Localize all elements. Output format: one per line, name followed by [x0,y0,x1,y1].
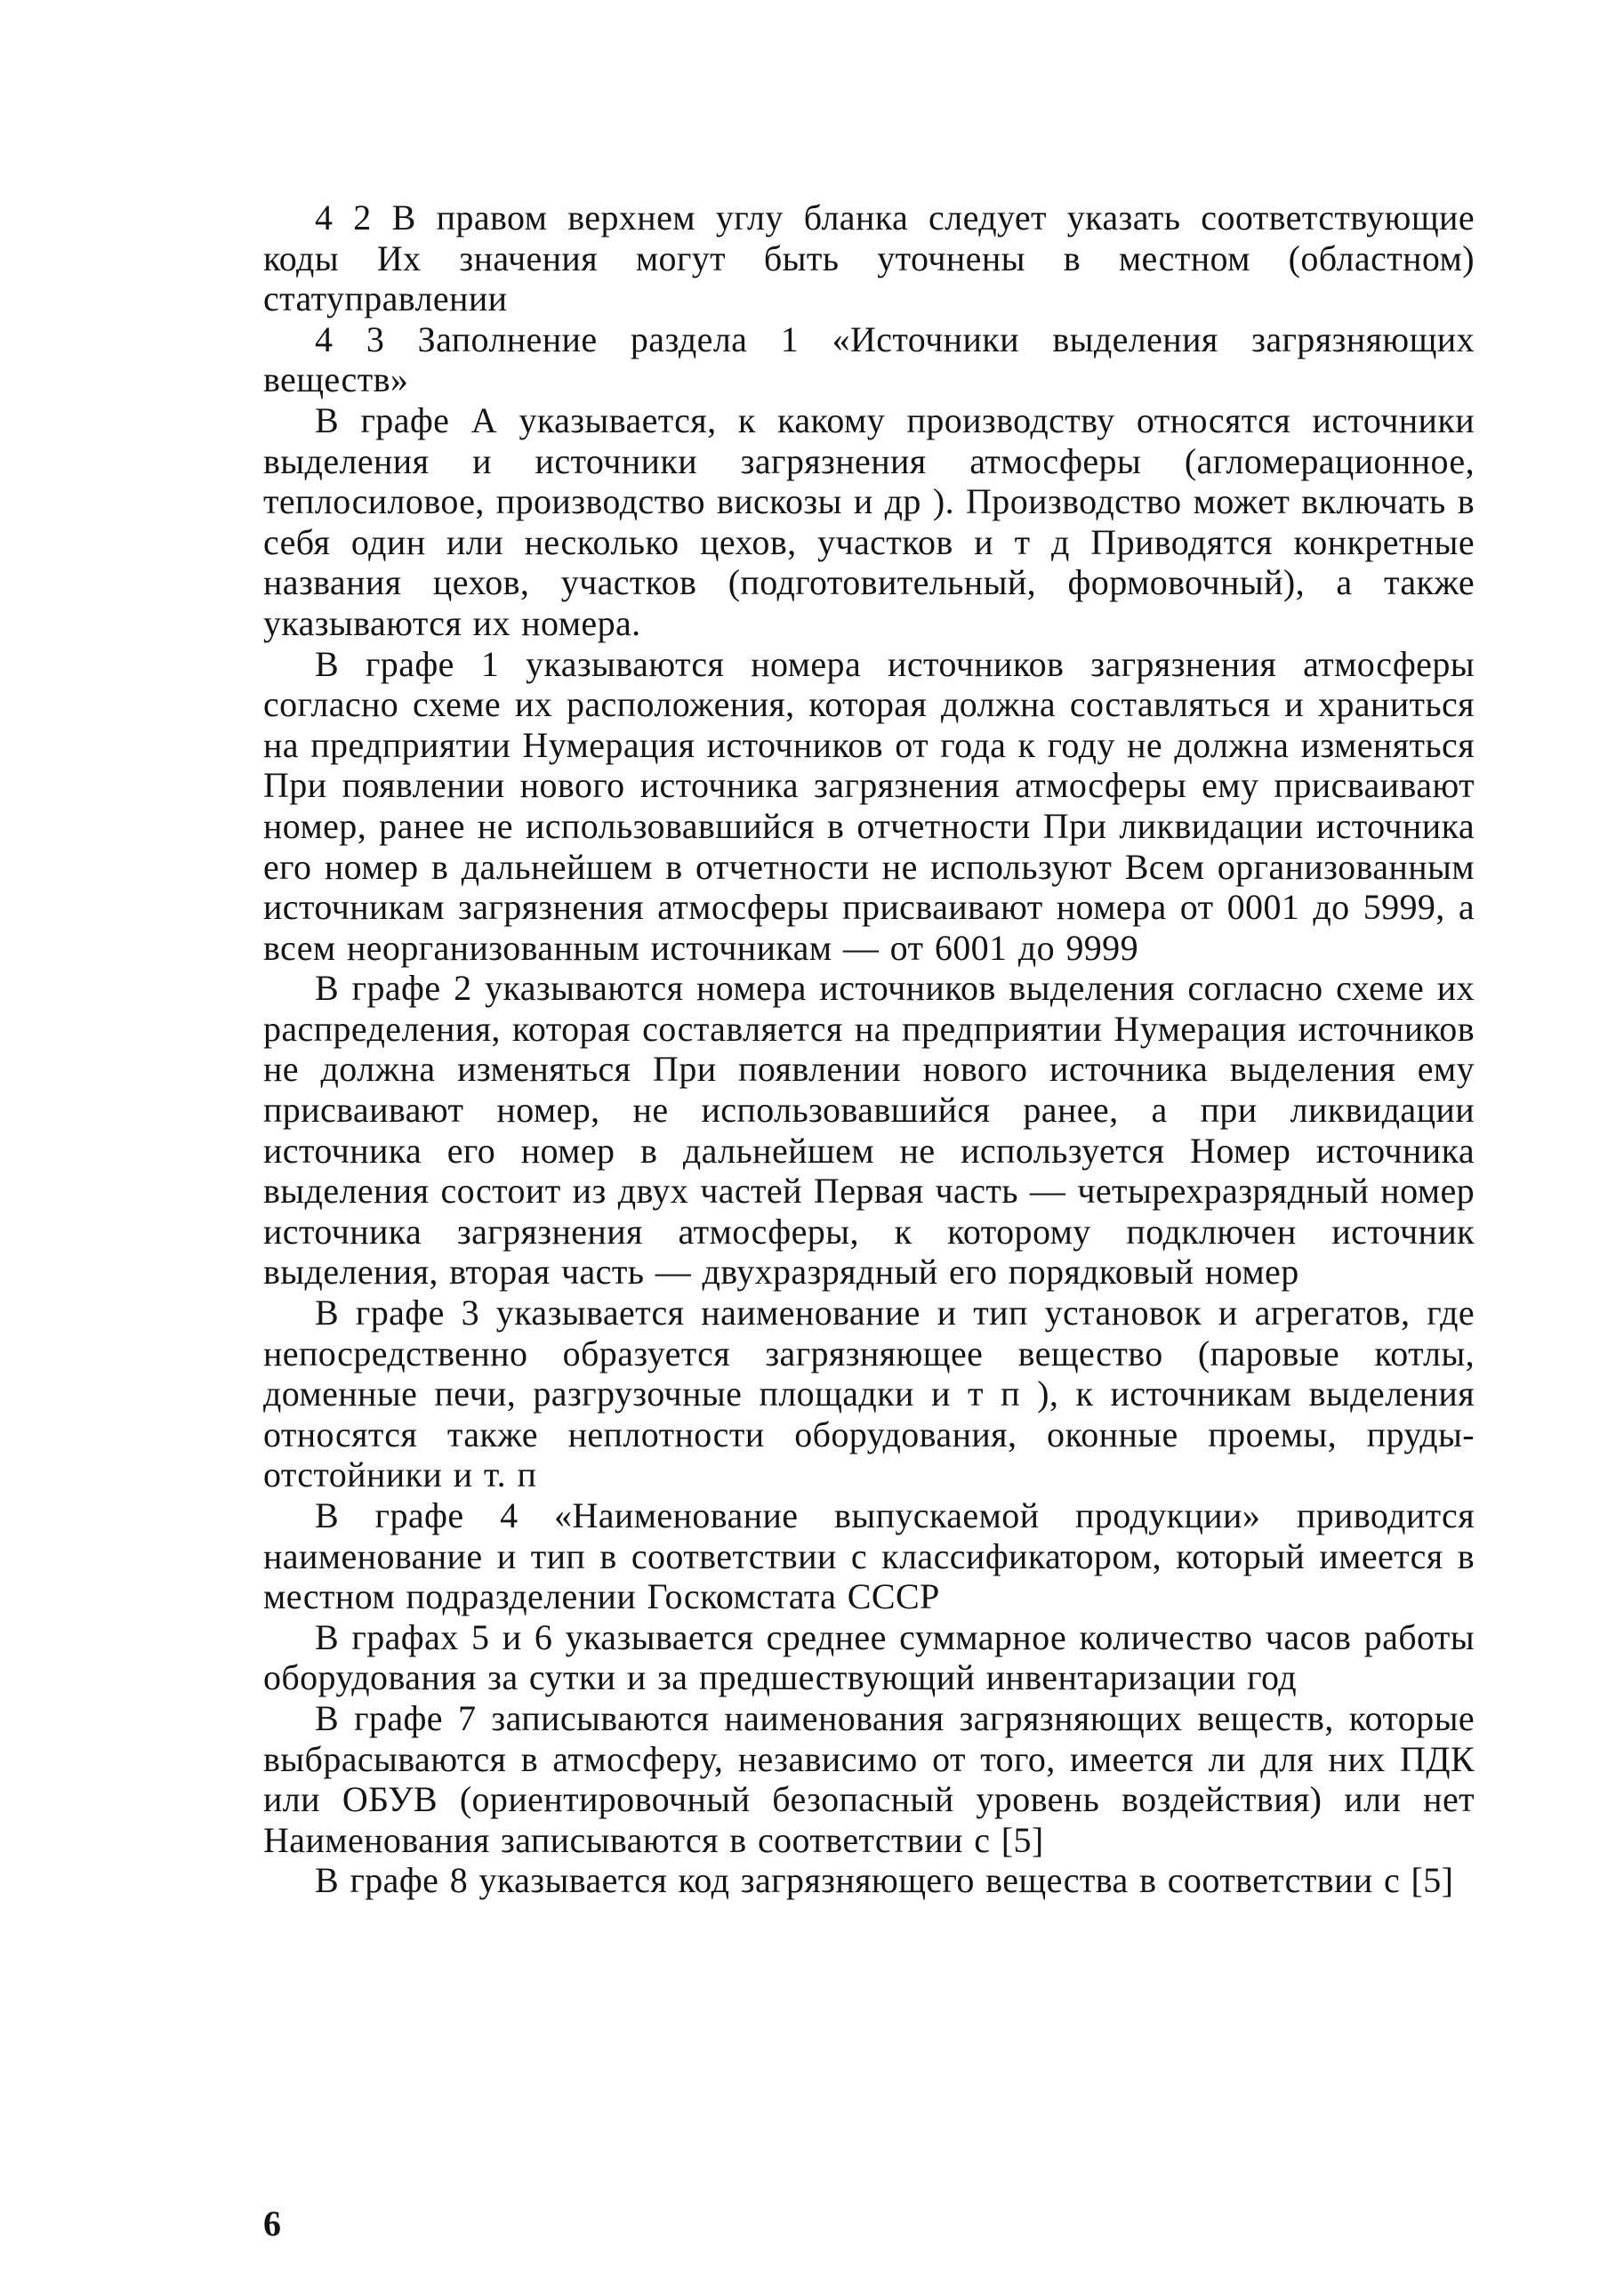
page-number: 6 [263,2203,281,2244]
paragraph-column-3: В графе 3 указывается наименование и тип установок и агрегатов, где непосредственно образуется загрязняющее вещество (паровые котлы, доменные печи, разгрузочные площадки и т п ), к источникам выделения относятся также неплотности оборудования, оконные проемы, пруды-отстойники и т. п [263,1293,1475,1495]
paragraph-column-a: В графе А указывается, к какому производству относятся источники выделения и источники загрязнения атмосферы (агломерационное, теплосиловое, производство вискозы и др ). Производство может включать в себя один или несколько цехов, участков и т д Приводятся конкретные названия цехов, участков (подготовительный, формовочный), а также указываются их номера. [263,399,1475,643]
paragraph-4-2: 4 2 В правом верхнем углу бланка следует указать соответствующие коды Их значения могут быть уточнены в местном (областном) статуправлении [263,197,1475,319]
paragraph-columns-5-6: В графах 5 и 6 указывается среднее суммарное количество часов работы оборудования за сутки и за предшествующий инвентаризации год [263,1616,1475,1698]
paragraph-column-7: В графе 7 записываются наименования загрязняющих веществ, которые выбрасываются в атмосферу, независимо от того, имеется ли для них ПДК или ОБУВ (ориентировочный безопасный уровень воздействия) или нет Наименования записываются в соответствии с [5] [263,1697,1475,1860]
paragraph-column-1: В графе 1 указываются номера источников загрязнения атмосферы согласно схеме их расположения, которая должна составляться и храниться на предприятии Нумерация источников от года к году не должна изменяться При появлении нового источника загрязнения атмосферы ему присваивают номер, ранее не использовавшийся в отчетности При ликвидации источника его номер в дальнейшем в отчетности не используют Всем организованным источникам загрязнения атмосферы присваивают номера от 0001 до 5999, а всем неорганизованным источникам — от 6001 до 9999 [263,643,1475,968]
body-text [263,197,1475,1901]
paragraph-4-3-heading: 4 3 Заполнение раздела 1 «Источники выделения загрязняющих веществ» [263,318,1475,400]
paragraph-column-4: В графе 4 «Наименование выпускаемой продукции» приводится наименование и тип в соответствии с классификатором, который имеется в местном подразделении Госкомстата СССР [263,1495,1475,1617]
paragraph-column-8: В графе 8 указывается код загрязняющего вещества в соответствии с [5] [315,1860,1454,1901]
paragraph-column-2: В графе 2 указываются номера источников выделения согласно схеме их распределения, которая составляется на предприятии Нумерация источников не должна изменяться При появлении нового источника выделения ему присваивают номер, не использовавшийся ранее, а при ликвидации источника его номер в дальнейшем не используется Номер источника выделения состоит из двух частей Первая часть — четырехразрядный номер источника загрязнения атмосферы, к которому подключен источник выделения, вторая часть — двухразрядный его порядковый номер [263,968,1475,1293]
